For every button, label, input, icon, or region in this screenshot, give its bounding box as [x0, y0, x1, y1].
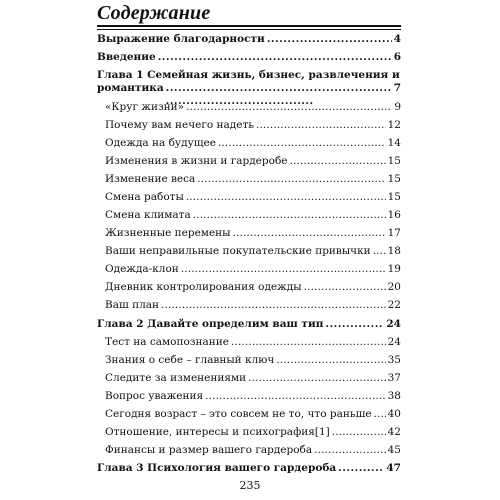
toc-leader	[289, 155, 385, 168]
toc-leader	[248, 372, 385, 385]
toc-entry-page: 24	[387, 336, 401, 348]
toc-entry[interactable]	[97, 354, 401, 367]
toc-entry[interactable]	[97, 119, 401, 132]
toc-leader	[374, 408, 386, 421]
toc-entry-page: 9	[394, 101, 401, 113]
toc-entry-title: Одежда-клон	[105, 263, 179, 275]
toc-entry-title: Тест на самопознание	[105, 336, 229, 348]
toc-entry[interactable]	[97, 281, 401, 294]
toc-entry[interactable]	[97, 209, 401, 222]
toc-entry-title: «Круг жизни»	[105, 101, 185, 113]
toc-entry-title: Глава 3 Психология вашего гардероба	[97, 462, 337, 474]
toc-leader	[186, 191, 386, 204]
toc-entry-title: Глава 2 Давайте определим ваш тип	[97, 318, 324, 330]
page-number: 235	[239, 479, 261, 492]
toc-entry[interactable]	[97, 155, 401, 168]
toc-entry-title: Одежда на будущее	[105, 137, 216, 149]
toc-entry[interactable]	[97, 137, 401, 150]
toc-entry-page: 4	[393, 33, 401, 45]
toc-entry-title: Отношение, интересы и психография[1]	[105, 426, 330, 438]
toc-entry-page: 20	[387, 281, 401, 293]
toc-entry[interactable]	[97, 336, 401, 349]
toc-leader	[231, 336, 386, 349]
toc-entry-title: Ваши неправильные покупательские привычки	[105, 245, 371, 257]
toc-entry-page: 12	[387, 119, 401, 131]
toc-entry-page: 16	[387, 209, 401, 221]
toc-leader	[205, 390, 385, 403]
toc-entry-title: Выражение благодарности	[97, 33, 265, 45]
toc-leader	[276, 354, 385, 367]
toc-entry-title: Почему вам нечего надеть	[105, 119, 254, 131]
toc-entry[interactable]	[97, 408, 401, 421]
toc-entry-page: 17	[387, 227, 401, 239]
toc-leader	[267, 33, 392, 46]
toc-leader	[332, 426, 386, 439]
toc-entry[interactable]	[97, 390, 401, 403]
toc-entry-page: 19	[387, 263, 401, 275]
toc-entry-page: 15	[387, 191, 401, 203]
toc-entry-page: 35	[387, 354, 401, 366]
toc-leader	[193, 209, 386, 222]
toc-entry-title: Изменения в жизни и гардеробе	[105, 155, 288, 167]
toc-leader	[197, 173, 385, 186]
toc-entry-page: 37	[387, 372, 401, 384]
toc-entry-title: Следите за изменениями	[105, 372, 247, 384]
toc-leader	[218, 137, 386, 150]
toc-entry-page: 15	[387, 155, 401, 167]
title-rule-thick	[97, 25, 401, 27]
toc-leader	[325, 318, 384, 331]
toc-entry-title: Вопрос уважения	[105, 390, 204, 402]
toc-entry[interactable]	[97, 263, 401, 276]
toc-entry-page: 18	[387, 245, 401, 257]
toc-entry-title: Изменение веса	[105, 173, 196, 185]
toc-entry[interactable]	[97, 33, 401, 46]
toc-entry-title: Финансы и размер вашего гардероба	[105, 444, 313, 456]
title-rule-thin	[97, 29, 401, 30]
toc-entry[interactable]	[97, 191, 401, 204]
toc-entry-page: 38	[387, 390, 401, 402]
toc-leader	[373, 245, 386, 258]
toc-entry-page: 24	[386, 318, 401, 330]
toc-entry-page: 22	[387, 299, 401, 311]
toc-leader	[158, 51, 392, 64]
toc-leader	[256, 119, 386, 132]
toc-leader	[161, 299, 386, 312]
toc-entry[interactable]	[97, 372, 401, 385]
toc-entry-page: 6	[393, 51, 401, 63]
toc-leader	[338, 462, 384, 475]
toc-entry-title-continued: романтика	[97, 82, 164, 94]
toc-entry-page: 47	[386, 462, 401, 474]
toc-entry[interactable]	[97, 444, 401, 457]
toc-entry-title: Смена климата	[105, 209, 191, 221]
toc-entry[interactable]	[97, 173, 401, 186]
toc-entry[interactable]	[97, 462, 401, 475]
toc-leader	[304, 281, 386, 294]
toc-entry-page: 40	[387, 408, 401, 420]
toc-entry-title: Смена работы	[105, 191, 184, 203]
page-title: Содержание	[97, 2, 211, 24]
toc-leader	[314, 444, 386, 457]
toc-leader	[233, 227, 386, 240]
toc-leader	[186, 101, 392, 114]
toc-entry-page: 15	[387, 173, 401, 185]
toc-entry-title: Жизненные перемены	[105, 227, 231, 239]
toc-entry-title: Дневник контролирования одежды	[105, 281, 302, 293]
toc-entry[interactable]	[97, 245, 401, 258]
toc-entry-title: Глава 1 Семейная жизнь, бизнес, развлечения и	[97, 69, 400, 81]
toc-entry-title: Введение	[97, 51, 156, 63]
toc-entry-page: 7	[393, 82, 401, 94]
toc-entry-title: Сегодня возраст – это совсем не то, что раньше	[105, 408, 372, 420]
toc-entry[interactable]	[97, 227, 401, 240]
toc-leader	[181, 263, 386, 276]
toc-entry[interactable]	[97, 426, 401, 439]
toc-entry[interactable]	[97, 101, 401, 114]
toc-entry[interactable]	[97, 299, 401, 312]
toc-entry-title: Ваш план	[105, 299, 160, 311]
toc-entry-page: 45	[387, 444, 401, 456]
toc-entry[interactable]	[97, 51, 401, 64]
toc-entry-page: 42	[387, 426, 401, 438]
toc-entry-title: Знания о себе – главный ключ	[105, 354, 275, 366]
toc-entry[interactable]	[97, 318, 401, 331]
toc-entry-page: 14	[387, 137, 401, 149]
